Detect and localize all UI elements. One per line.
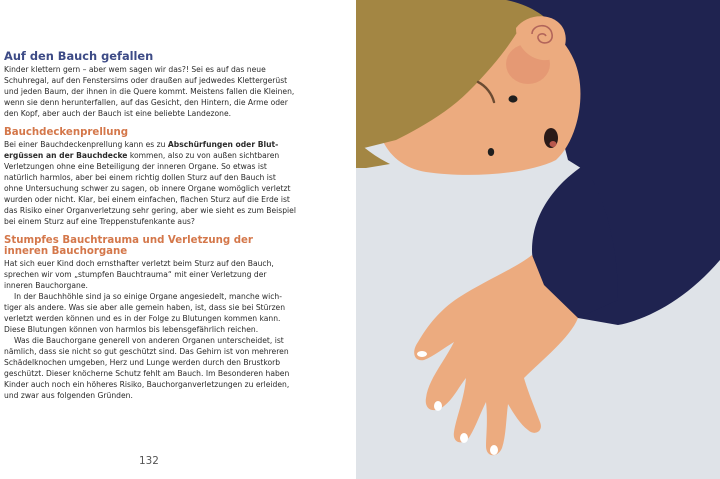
trauma-paragraph-1: Hat sich euer Kind doch ernsthafter verletzt beim Sturz auf den Bauch, sprechen wir vom „stumpfen Bauchtrauma“ mit einer Verletzung der inneren Bauchorgane. (4, 258, 274, 290)
eye-upper (509, 95, 518, 102)
fingernail-1 (417, 351, 427, 357)
fingernail-4 (490, 445, 498, 455)
subheading-bauchtrauma: Stumpfes Bauchtrauma und Verletzung der inneren Bauchorgane (4, 234, 253, 258)
trauma-paragraph-3: Was die Bauchorgane generell von anderen Organen unterscheidet, ist nämlich, dass sie nicht so gut geschützt sind. Das Gehirn ist von mehreren Schädelknochen umgeben, Herz und Lunge werden durch den Brustkorb geschützt. Dieser knöcherne Schutz fehlt am Bauch. Im Besonderen haben Kinder auch noch ein höheres Risiko, Bauchorganverletzungen zu erleiden, und zwar aus folgenden Gründen. (4, 335, 290, 400)
fingernail-3 (460, 433, 468, 443)
section-title: Auf den Bauch gefallen (4, 49, 154, 63)
child-illustration (356, 0, 720, 479)
bauchdecke-text-bold: Abschürfungen oder Blutergüssen an der Bauchdecke (4, 139, 279, 160)
bauchdecke-paragraph (4, 139, 296, 227)
tongue (550, 141, 557, 147)
trauma-paragraph-2: In der Bauchhöhle sind ja so einige Organe angesiedelt, manche wichtiger als andere. Was sie aber alle gemein haben, ist, dass sie bei Stürzen verletzt werden können und es in der Folge zu Blutungen kommen kann. Diese Blutungen können von harmlos bis lebensgefährlich reichen. (4, 291, 286, 334)
left-page (0, 0, 356, 479)
fingernail-2 (434, 401, 442, 411)
page-number: 132 (139, 455, 159, 467)
intro-paragraph: Kinder klettern gern – aber wem sagen wir das?! Sei es auf das neue Schuhregal, auf den Fenstersims oder draußen auf jedwedes Klettergerüst und jeden Baum, der ihnen in die Quere kommt. Meistens fallen die Kleinen, wenn sie denn herunterfallen, auf das Gesicht, den Hintern, die Arme oder den Kopf, aber auch der Bauch ist eine beliebte Landezone. (4, 65, 295, 118)
right-page (356, 0, 720, 479)
bauchdecke-text-end: kommen, also zu von außen sichtbaren Verletzungen ohne eine Beteiligung der inneren Organe. So etwas ist natürlich harmlos, aber bei einem richtig dollen Sturz auf den Bauch ist ohne Untersuchung schwer zu sagen, ob innere Organe womöglich verletzt wurden oder nicht. Klar, bei einem einfachen, flachen Sturz auf die Erde ist das Risiko einer Organverletzung sehr gering, aber wie sieht es zum Beispiel bei einem Sturz auf eine Treppenstufenkante aus? (4, 150, 296, 226)
bauchdecke-text-start: Bei einer Bauchdeckenprellung kann es zu (4, 139, 168, 149)
eye-lower (488, 148, 494, 156)
subheading-bauchdeckenprellung: Bauchdeckenprellung (4, 127, 129, 138)
text-column (4, 50, 296, 401)
